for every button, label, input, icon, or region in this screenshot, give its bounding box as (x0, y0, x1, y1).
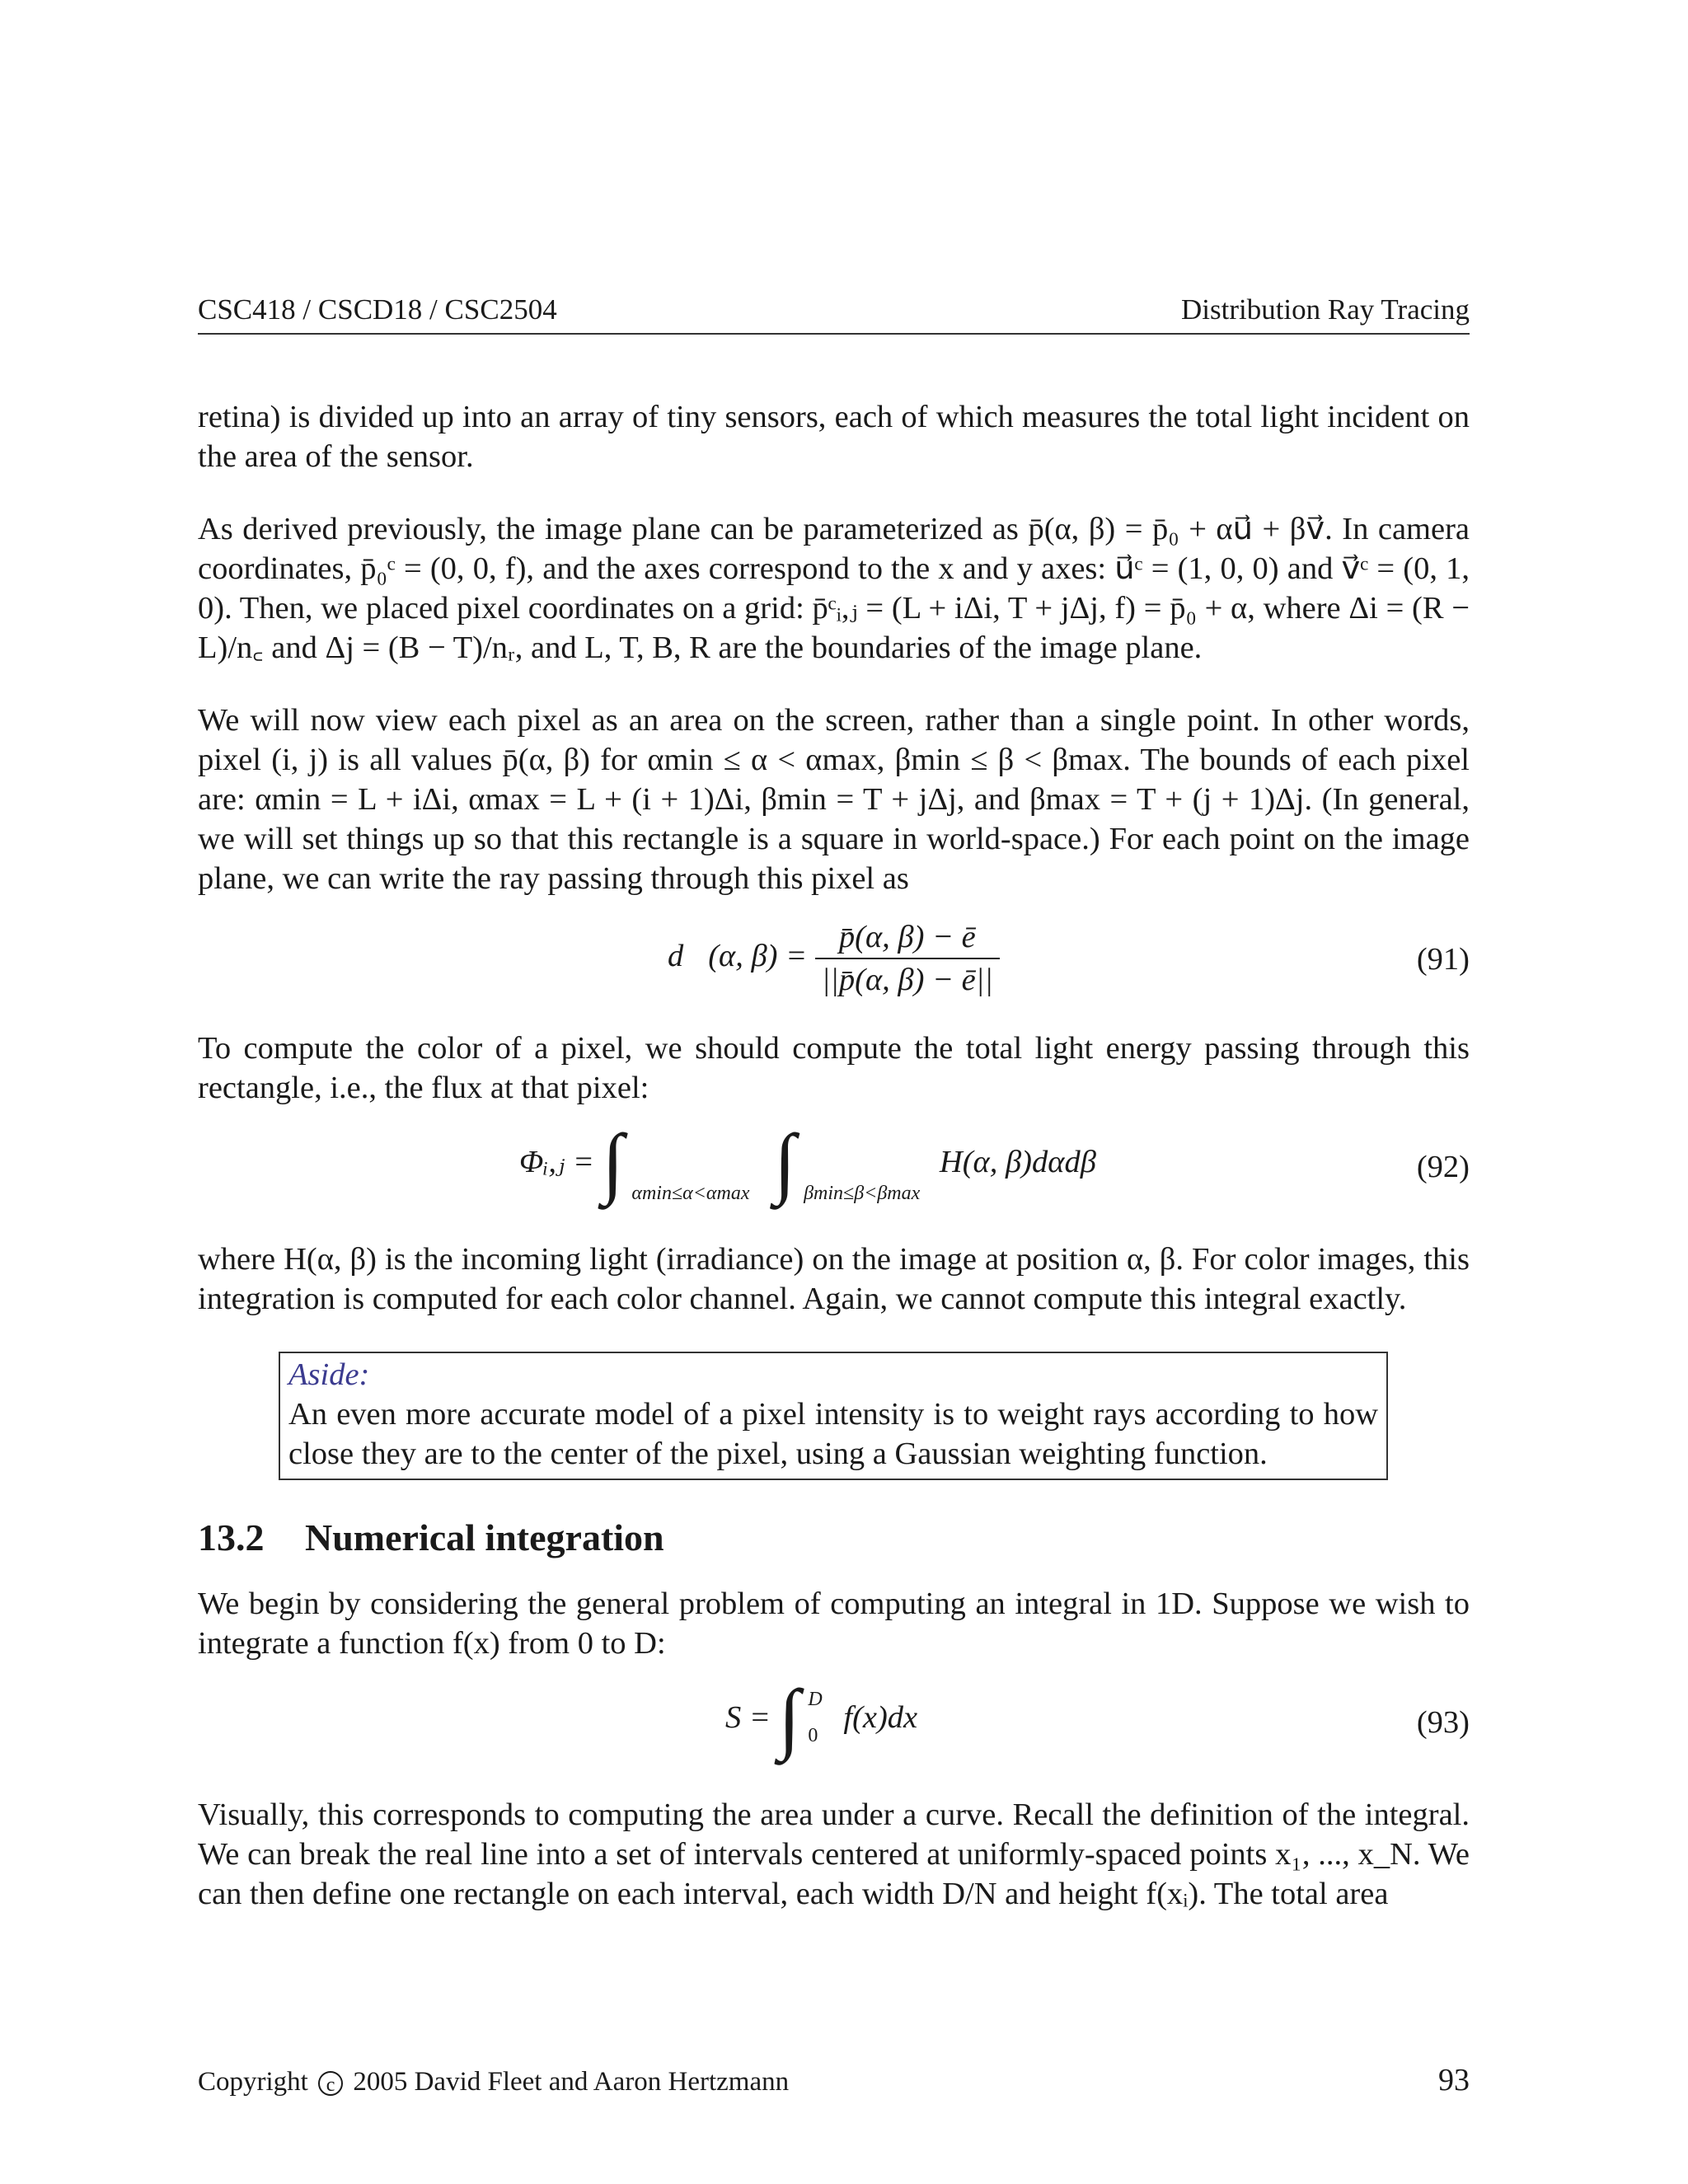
copyright-notice (198, 2067, 789, 2097)
integral-sign: ∫ (778, 1673, 800, 1761)
integral-sign: ∫ (602, 1118, 624, 1206)
fraction-denominator: ||p̄(α, β) − ē|| (821, 963, 993, 997)
equation-93 (198, 1673, 1470, 1777)
running-header (198, 290, 1470, 335)
integral-limit: αmin≤α<αmax (631, 1182, 750, 1204)
fraction-numerator: p̄(α, β) − ē (815, 916, 1000, 959)
lower-limit: 0 (808, 1725, 818, 1746)
equation-number: (91) (1416, 942, 1470, 977)
integral-limit: βmin≤β<βmax (804, 1182, 921, 1204)
copyright-text: 2005 David Fleet and Aaron Hertzmann (353, 2067, 790, 2097)
paragraph: To compute the color of a pixel, we should compute the total light energy passing through this rectangle, i.e., the flux at that pixel: (198, 1031, 1470, 1105)
equation-number: (93) (1416, 1705, 1470, 1740)
section-title: Numerical integration (305, 1516, 664, 1558)
equation-92 (198, 1118, 1470, 1221)
integral-sign: ∫ (774, 1118, 796, 1206)
copyright-prefix: Copyright (198, 2067, 308, 2097)
section-number: 13.2 (198, 1516, 265, 1558)
copyright-icon: c (318, 2071, 343, 2096)
course-code: CSC418 / CSCD18 / CSC2504 (198, 293, 557, 326)
paragraph: where H(α, β) is the incoming light (irradiance) on the image at position α, β. For color images, this integration is computed for each color channel. Again, we cannot compute this integral exactly. (198, 1242, 1470, 1316)
chapter-title: Distribution Ray Tracing (1180, 293, 1470, 326)
aside-text: An even more accurate model of a pixel intensity is to weight rays according to how close they are to the center of the pixel, using a Gaussian weighting function. (288, 1397, 1378, 1471)
upper-limit: D (808, 1689, 823, 1710)
equation-number: (92) (1416, 1150, 1470, 1184)
equation-fraction (815, 916, 1000, 1001)
paragraph: We begin by considering the general problem of computing an integral in 1D. Suppose we wish to integrate a function f(x) from 0 to D: (198, 1586, 1470, 1661)
paragraph: We will now view each pixel as an area on the screen, rather than a single point. In other words, pixel (i, j) is all values p̄(α, β) for αmin ≤ α < αmax, βmin ≤ β < βmax. The bounds of each pixel are: αmin = L + iΔi, αmax = L + (i + 1)Δi, βmin = T + jΔj, and βmax = T + (j + 1)Δj. (In general, we will set things up so that this rectangle is a square in world-space.) For each point on the image plane, we can write the ray passing through this pixel as (198, 703, 1470, 896)
section-heading (198, 1513, 1470, 1563)
body-text (198, 397, 1470, 1947)
equation-lhs: d⃗(α, β) = (668, 938, 808, 973)
integral-bounds (808, 1681, 822, 1754)
aside-box (279, 1352, 1388, 1480)
integrand: H(α, β)dαdβ (939, 1145, 1096, 1179)
paragraph: retina) is divided up into an array of tiny sensors, each of which measures the total light incident on the area of the sensor. (198, 400, 1470, 474)
paragraph: Visually, this corresponds to computing the area under a curve. Recall the definition of the integral. We can break the real line into a set of intervals centered at uniformly-spaced points x₁, ..., x_N. We can then define one rectangle on each interval, each width D/N and height f(xᵢ). The total area (198, 1797, 1470, 1911)
equation-lhs: S = (725, 1700, 771, 1735)
aside-title: Aside: (288, 1357, 370, 1392)
equation-lhs: Φᵢ,ⱼ = (519, 1145, 594, 1179)
page-number: 93 (1438, 2063, 1470, 2097)
equation-91 (198, 916, 1470, 1007)
paragraph: As derived previously, the image plane can be parameterized as p̄(α, β) = p̄₀ + αu⃗ + βv⃗. In camera coordinates, p̄₀ᶜ = (0, 0, f), and the axes correspond to the x and y axes: u⃗ᶜ = (1, 0, 0) and v⃗ᶜ = (0, 1, 0). Then, we placed pixel coordinates on a grid: p̄ᶜᵢ,ⱼ = (L + iΔi, T + jΔj, f) = p̄₀ + α, where Δi = (R − L)/n꜀ and Δj = (B − T)/nᵣ, and L, T, B, R are the boundaries of the image plane. (198, 512, 1470, 665)
integrand: f(x)dx (843, 1700, 918, 1735)
